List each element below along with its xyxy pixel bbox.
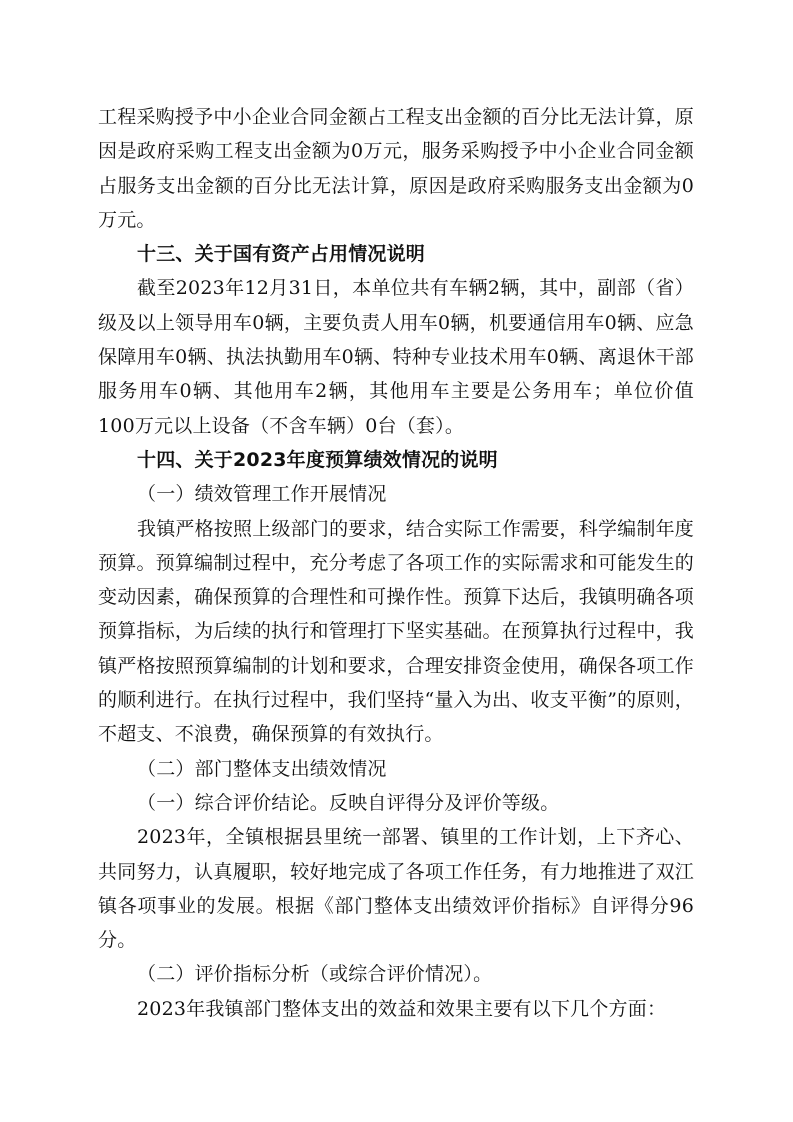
paragraph-annual-summary: 2023年，全镇根据县里统一部署、镇里的工作计划，上下齐心、共同努力，认真履职，较好地完成了各项工作任务，有力地推进了双江镇各项事业的发展。根据《部门整体支出绩效评价指标》自评得分96分。 [98,826,694,952]
paragraph-vehicles: 截至2023年12月31日，本单位共有车辆2辆，其中，副部（省）级及以上领导用车0辆，主要负责人用车0辆，机要通信用车0辆、应急保障用车0辆、执法执勤用车0辆、特种专业技术用车0辆、离退休干部服务用车0辆、其他用车2辆，其他用车主要是公务用车；单位价值100万元以上设备（不含车辆）0台（套）。 [98,277,694,437]
subheading-overall-expenditure: （二）部门整体支出绩效情况 [137,757,387,780]
heading-budget-performance: 十四、关于2023年度预算绩效情况的说明 [137,448,498,471]
paragraph-indicator-analysis: （二）评价指标分析（或综合评价情况）。 [137,963,493,986]
paragraph-procurement: 工程采购授予中小企业合同金额占工程支出金额的百分比无法计算，原因是政府采购工程支出金额为0万元，服务采购授予中小企业合同金额占服务支出金额的百分比无法计算，原因是政府采购服务支出金额为0万元。 [98,106,694,231]
heading-state-assets: 十三、关于国有资产占用情况说明 [137,243,426,266]
paragraph-budget-execution: 我镇严格按照上级部门的要求，结合实际工作需要，科学编制年度预算。预算编制过程中，充分考虑了各项工作的实际需求和可能发生的变动因素，确保预算的合理性和可操作性。预算下达后，我镇明确各项预算指标，为后续的执行和管理打下坚实基础。在预算执行过程中，我镇严格按照预算编制的计划和要求，合理安排资金使用，确保各项工作的顺利进行。在执行过程中，我们坚持“量入为出、收支平衡”的原则，不超支、不浪费，确保预算的有效执行。 [98,517,694,746]
subheading-performance-management: （一）绩效管理工作开展情况 [137,483,387,506]
paragraph-evaluation-conclusion: （一）综合评价结论。反映自评得分及评价等级。 [137,791,560,814]
paragraph-benefits-intro: 2023年我镇部门整体支出的效益和效果主要有以下几个方面： [137,997,667,1020]
document-body [98,100,694,1026]
